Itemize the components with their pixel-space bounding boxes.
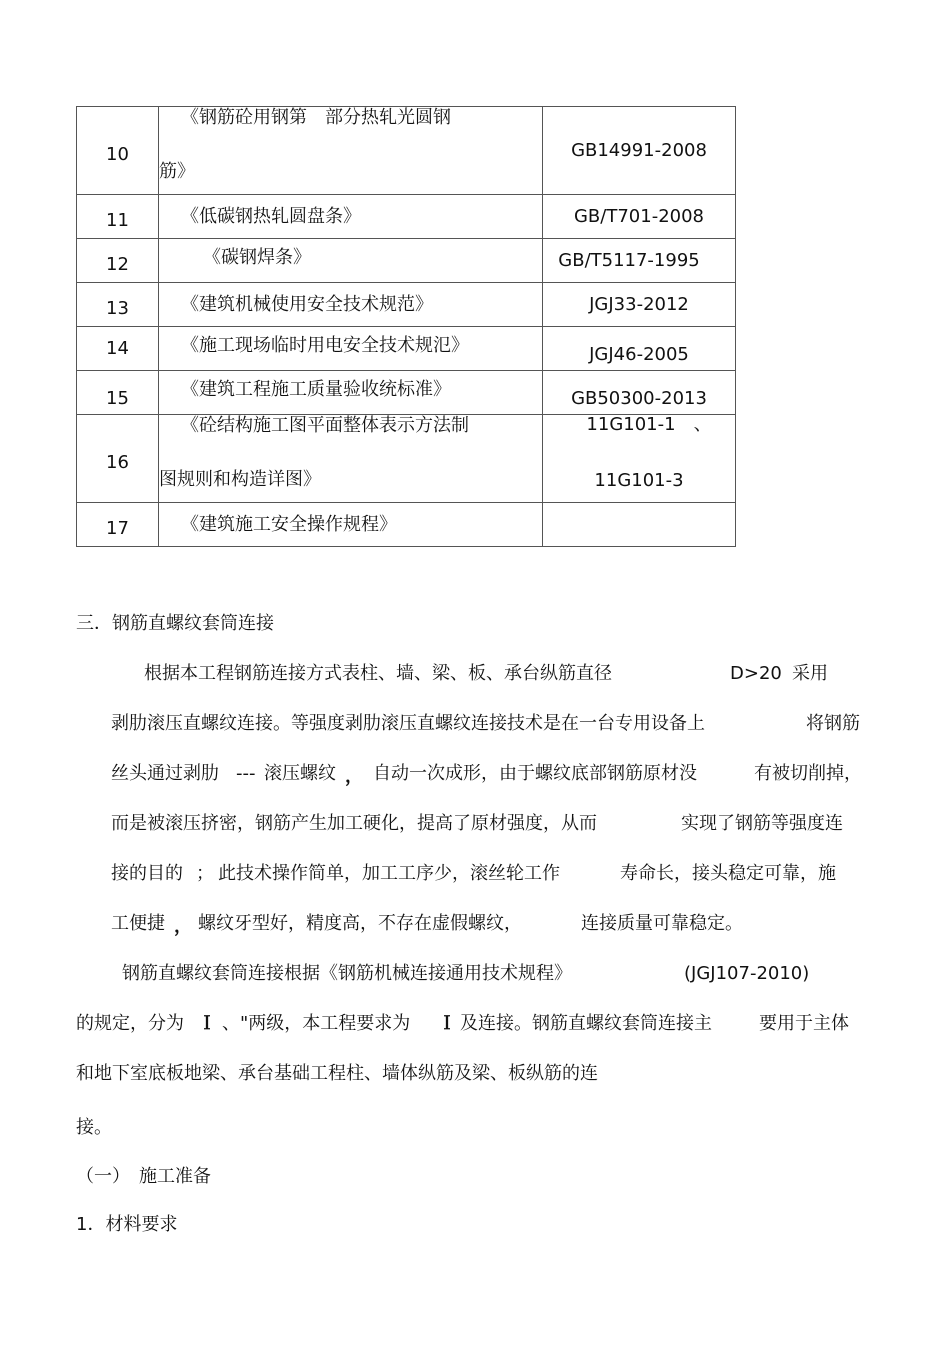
text-run: ---: [236, 763, 256, 784]
standard-title: [159, 283, 543, 327]
text-run: 而是被滚压挤密，钢筋产生加工硬化，提高了原材强度，从而: [111, 813, 597, 834]
table-row: [77, 239, 736, 283]
text-run: 钢筋直螺纹套筒连接根据《钢筋机械连接通用技术规程》: [122, 963, 572, 984]
standard-code: [543, 503, 736, 547]
row-number: 17: [77, 503, 159, 547]
title-line: 《建筑机械使用安全技术规范》: [181, 293, 433, 315]
table-row: [77, 327, 736, 371]
text-run: 自动一次成形，由于螺纹底部钢筋原材没: [373, 763, 697, 784]
standards-table: [76, 106, 736, 547]
text-run: 实现了钢筋等强度连: [681, 813, 843, 834]
title-line: 《施工现场临时用电安全技术规氾》: [181, 334, 469, 356]
text-run: 滚压螺纹: [264, 763, 336, 784]
paragraph-line: [144, 663, 612, 685]
title-line: 《钢筋砼用钢第 部分热轧光圆钢: [181, 106, 451, 128]
standard-title: [159, 327, 543, 371]
table-row: [77, 107, 736, 195]
code-line: 11G101-3: [594, 469, 684, 491]
text-run: 采用: [792, 663, 828, 684]
row-number: 16: [77, 415, 159, 503]
text-run: Ｉ: [198, 1013, 216, 1034]
text-run: 螺纹牙型好，精度高，不存在虚假螺纹，: [198, 913, 522, 934]
text-run: 寿命长，接头稳定可靠，施: [620, 863, 836, 884]
table-row: [77, 415, 736, 503]
title-line: 《建筑工程施工质量验收统标准》: [181, 378, 451, 400]
text-run: 、"两级，本工程要求为: [222, 1013, 411, 1034]
table-row: [77, 371, 736, 415]
text-run: 丝头通过剥肋: [111, 763, 219, 784]
row-number: 11: [77, 195, 159, 239]
text-run: 将钢筋: [806, 713, 860, 734]
subsection-heading: 1．材料要求: [76, 1214, 178, 1235]
text-run: ；: [196, 863, 214, 884]
standard-title: [159, 503, 543, 547]
text-run: 有被切削掉，: [754, 763, 862, 784]
title-line: 《低碳钢热轧圆盘条》: [181, 205, 361, 227]
title-line: 《砼结构施工图平面整体表示方法制: [181, 414, 469, 436]
row-number: 12: [77, 239, 159, 283]
title-line: 《建筑施工安全操作规程》: [181, 513, 397, 535]
standard-code: GB50300-2013: [543, 371, 736, 415]
standard-code: GB14991-2008: [543, 107, 736, 195]
paragraph-line: 剥肋滚压直螺纹连接。等强度剥肋滚压直螺纹连接技术是在一台专用设备上: [111, 713, 705, 734]
table-row: [77, 283, 736, 327]
text-run: Ｉ: [438, 1013, 456, 1034]
text-run: 根据本工程钢筋连接方式表柱、墙、梁、板、承台纵筋直径: [144, 663, 612, 684]
text-run: 要用于主体: [759, 1013, 849, 1034]
row-number: 15: [77, 371, 159, 415]
text-run: 连接质量可靠稳定。: [581, 913, 743, 934]
table-row: [77, 195, 736, 239]
subsection-heading: （一） 施工准备: [76, 1166, 211, 1187]
title-line: 图规则和构造详图》: [159, 468, 321, 490]
section-heading: 三．钢筋直螺纹套筒连接: [76, 613, 274, 634]
standard-code: JGJ33-2012: [543, 283, 736, 327]
standard-title: [159, 415, 543, 503]
text-run: (JGJ107-2010): [684, 963, 810, 984]
text-run: 接的目的: [111, 863, 183, 884]
standard-title: [159, 195, 543, 239]
text-run: 工便捷: [111, 913, 165, 934]
text-run: ，: [174, 916, 192, 937]
standard-title: [159, 371, 543, 415]
standard-code: GB/T701-2008: [543, 195, 736, 239]
text-run: 及连接。钢筋直螺纹套筒连接主: [460, 1013, 712, 1034]
standard-code: JGJ46-2005: [543, 327, 736, 371]
table-row: [77, 503, 736, 547]
standard-title: [159, 239, 543, 283]
standard-code: GB/T5117-1995: [543, 239, 736, 283]
paragraph-line: 和地下室底板地梁、承台基础工程柱、墙体纵筋及梁、板纵筋的连: [76, 1063, 598, 1084]
text-run: ，: [345, 766, 363, 787]
paragraph-line: 接。: [76, 1117, 112, 1138]
text-run: 的规定，分为: [76, 1013, 184, 1034]
row-number: 13: [77, 283, 159, 327]
row-number: 10: [77, 107, 159, 195]
title-line: 《碳钢焊条》: [203, 246, 311, 268]
text-run: 此技术操作简单，加工工序少，滚丝轮工作: [218, 863, 560, 884]
title-line: 筋》: [159, 160, 195, 182]
code-line: 11G101-1 、: [586, 413, 712, 435]
standard-title: [159, 107, 543, 195]
text-run: D>20: [730, 663, 782, 684]
row-number: 14: [77, 327, 159, 371]
standard-code: [543, 415, 736, 503]
